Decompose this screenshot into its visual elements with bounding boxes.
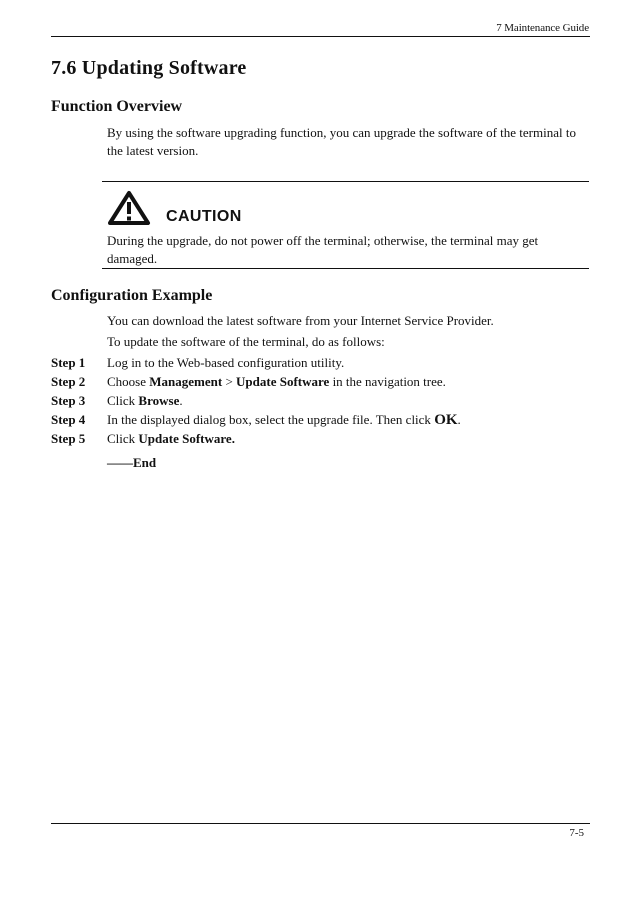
caution-text: During the upgrade, do not power off the terminal; otherwise, the terminal may get damaged. [107, 233, 539, 266]
step-4 [51, 410, 596, 429]
step-5 [51, 429, 596, 448]
step-text: Log in to the Web-based configuration utility. [107, 355, 345, 370]
step-label: Step 4 [51, 412, 86, 427]
step-text [107, 372, 596, 391]
caution-label: CAUTION [166, 208, 242, 225]
update-software-term: Update Software. [138, 431, 235, 446]
step-text-plain: Click [107, 393, 139, 408]
overview-text: By using the software upgrading function, you can upgrade the software of the terminal to the latest version. [107, 125, 576, 158]
example-intro-2: To update the software of the terminal, do as follows: [107, 334, 385, 349]
browse-term: Browse [138, 393, 180, 408]
example-heading: Configuration Example [51, 287, 213, 304]
step-list [51, 353, 596, 448]
ok-term: OK [434, 412, 458, 428]
menu-management: Management [149, 374, 223, 389]
step-text-plain: Choose [107, 374, 150, 389]
step-label: Step 5 [51, 431, 86, 446]
step-text-plain: . [179, 393, 183, 408]
step-text-plain: in the navigation tree. [329, 374, 446, 389]
step-label: Step 1 [51, 355, 86, 370]
step-label: Step 3 [51, 393, 86, 408]
step-2 [51, 372, 596, 391]
caution-box [102, 181, 589, 269]
step-text-plain: In the displayed dialog box, select the upgrade file. Then click [107, 412, 435, 427]
header-rule [51, 36, 590, 37]
step-text-plain: . [457, 412, 461, 427]
warning-triangle-icon [107, 190, 151, 226]
page-number: 7-5 [569, 827, 584, 839]
section-title: 7.6 Updating Software [51, 57, 247, 79]
menu-update-software: Update Software [236, 374, 330, 389]
step-text [107, 429, 596, 448]
step-1 [51, 353, 596, 372]
step-label: Step 2 [51, 374, 86, 389]
example-intro-1: You can download the latest software from your Internet Service Provider. [107, 313, 494, 328]
footer-rule [51, 823, 590, 824]
step-text-separator: > [222, 374, 237, 389]
step-text [107, 410, 596, 429]
step-3 [51, 391, 596, 410]
running-header: 7 Maintenance Guide [496, 22, 589, 34]
overview-heading: Function Overview [51, 98, 183, 115]
step-text-plain: Click [107, 431, 139, 446]
step-text [107, 391, 596, 410]
end-marker: ——End [107, 455, 157, 470]
